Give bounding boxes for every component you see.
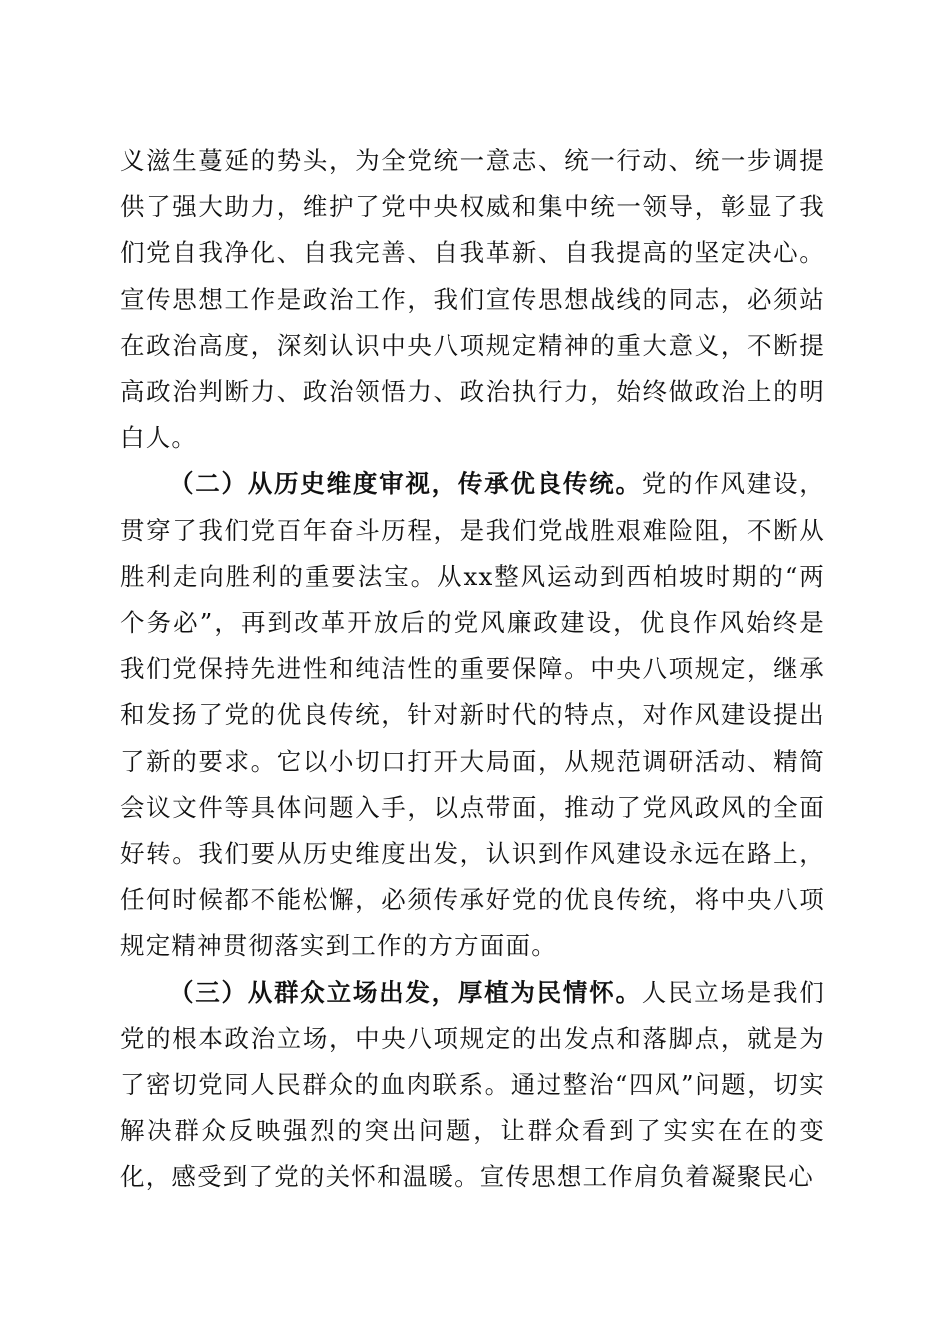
document-body: [120, 138, 825, 1201]
paragraph-1-body: 义滋生蔓延的势头，为全党统一意志、统一行动、统一步调提供了强大助力，维护了党中央权威和集中统一领导，彰显了我们党自我净化、自我完善、自我革新、自我提高的坚定决心。宣传思想工作是政治工作，我们宣传思想战线的同志，必须站在政治高度，深刻认识中央八项规定精神的重大意义，不断提高政治判断力、政治领悟力、政治执行力，始终做政治上的明白人。: [120, 146, 825, 453]
paragraph-2-body: 党的作风建设，贯穿了我们党百年奋斗历程，是我们党战胜艰难险阻，不断从胜利走向胜利的重要法宝。从xx整风运动到西柏坡时期的“两个务必”，再到改革开放后的党风廉政建设，优良作风始终是我们党保持先进性和纯洁性的重要保障。中央八项规定，继承和发扬了党的优良传统，针对新时代的特点，对作风建设提出了新的要求。它以小切口打开大局面，从规范调研活动、精简会议文件等具体问题入手，以点带面，推动了党风政风的全面好转。我们要从历史维度出发，认识到作风建设永远在路上，任何时候都不能松懈，必须传承好党的优良传统，将中央八项规定精神贯彻落实到工作的方方面面。: [120, 469, 825, 961]
paragraph-3-body: 人民立场是我们党的根本政治立场，中央八项规定的出发点和落脚点，就是为了密切党同人民群众的血肉联系。通过整治“四风”问题，切实解决群众反映强烈的突出问题，让群众看到了实实在在的变化，感受到了党的关怀和温暖。宣传思想工作肩负着凝聚民心: [120, 977, 825, 1192]
paragraph-people: [120, 970, 825, 1201]
paragraph-3-heading: （三）从群众立场出发，厚植为民情怀。: [169, 977, 642, 1007]
paragraph-history: [120, 461, 825, 969]
paragraph-continuation: [120, 138, 825, 461]
paragraph-2-heading: （二）从历史维度审视，传承优良传统。: [169, 469, 642, 499]
